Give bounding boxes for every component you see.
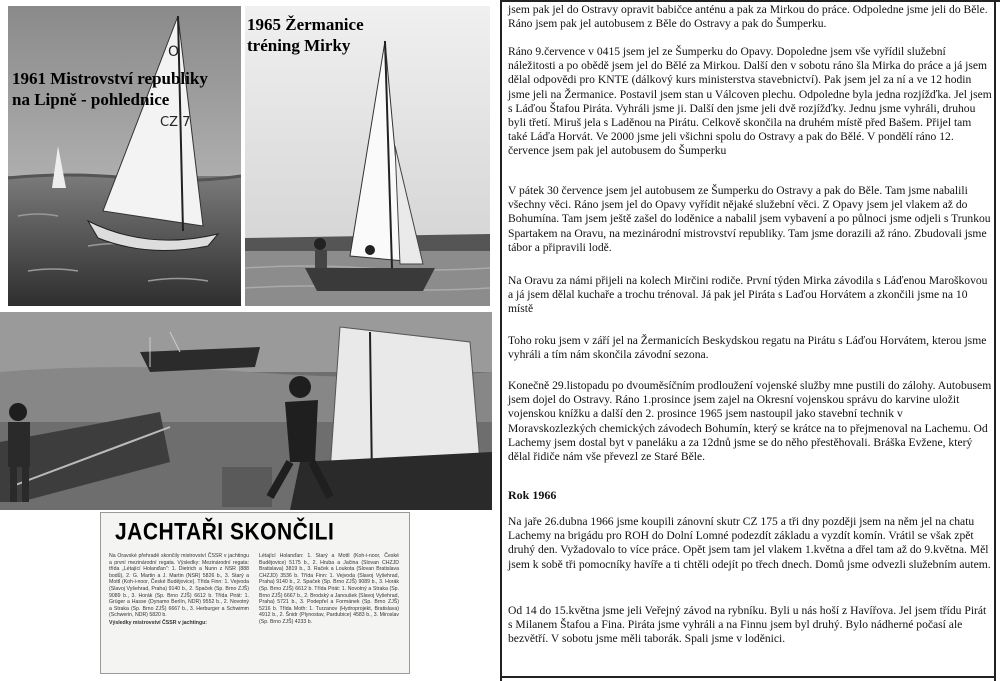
sail-symbol: O — [168, 44, 180, 60]
paragraph-2: Ráno 9.července v 0415 jsem jel ze Šumperku do Opavy. Dopoledne jsem vše vyřídil služební náležitosti a po obědě jsem jel do Bělé za Mirkou. Další den v sobotu ráno šla Mirka do práce a já jsem dělal odpovědi pro KNTE (dálkový kurs ministerstva stavebnictví). Pak jsem jel za ní a ve 12 hodin jsme jeli na Žermanice. Postavil jsem stan u Válcoven plechu. Odpoledne byla jedna rozjížďka. Jel jsem s Láďou Štafou Piráta. Vyhráli jsme ji. Další den jsme jeli dvě rozjížďky. Jednu jsme vyhráli, druhou byli třetí. Miruš jela s Laděnou na Pirátu. Celkově skončila na druhém místě před Bašem. Přijel tam také Láďa Horvát. Ve 2000 jsme jeli všichni spolu do Ostravy a pak do Bělé. V pondělí ráno 12. července jsem pak jel autobusem do Šumperku — [508, 45, 992, 158]
caption-line: 1961 Mistrovství republiky — [12, 69, 208, 88]
paragraph-1: jsem pak jel do Ostravy opravit babičce anténu a pak za Mirkou do práce. Odpoledne jsme jeli do Běle. Ráno jsem pak jel autobusem z Běle do Ostravy a pak do Šumperku. — [508, 3, 988, 31]
clipping-column-1-footer: Výsledky mistrovství ČSSR v jachtingu: — [109, 619, 208, 626]
photo-lipno-image — [8, 6, 241, 306]
paragraph-3: V pátek 30 července jsem jel autobusem ze Šumperku do Ostravy a pak do Běle. Tam jsme nabalili všechny věci. Ráno jsem jel do Opavy vyřídit nějaké služební věci. Z Opavy jsem jel vlakem až do Bohumína. Tam jsem ještě zašel do loděnice a nabalil jsem vybavení a po půlnoci jsme odjeli s Trunkou Spartakem na Oravu, na mezinárodní mistrovství republiky. Tam jsme dorazili až ráno. Zbudovali jsme tábor a připravili lodě. — [508, 184, 991, 254]
paragraph-7: Na jaře 26.dubna 1966 jsme koupili zánovní skutr CZ 175 a tři dny později jsem na něm jel na chatu Lachemy na brigádu pro ROH do Dolní Lomné podezdít základu a vyzdít komín. Vrátil se však zpět druhý den. Vyžadovalo to více práce. Opět jsem tam jel vlakem 1.května a dřel tam až do 9.května. Měl jsem k sobě tři pomocníky havíře a ti chtěli odejít po třech dnech. Domů jsme odvezli služebním autem. — [508, 515, 991, 571]
newspaper-clipping — [100, 512, 410, 674]
caption-line: na Lipně - pohlednice — [12, 90, 170, 109]
frame-border — [500, 676, 996, 678]
photo-lipno-caption — [12, 68, 208, 110]
paragraph-5: Toho roku jsem v září jel na Žermanicích Beskydskou regatu na Pirátu s Láďou Horvátem, kterou jsme vyhráli a tím nám skončila závodní sezona. — [508, 334, 987, 362]
paragraph-4: Na Oravu za námi přijeli na kolech Mirčini rodiče. První týden Mirka závodila s Láďenou Maroškovou a já jsem dělal kuchaře a trochu trénoval. Já pak jel Piráta s Laďou Horvátem a zkončili jsme na 10 místě — [508, 274, 988, 316]
caption-line: tréning Mirky — [247, 36, 351, 55]
photo-zermanice-caption — [247, 14, 364, 56]
photo-lipno-1961 — [8, 6, 241, 306]
paragraph-6: Konečně 29.listopadu po dvouměsíčním prodloužení vojenské služby mne pustili do zálohy. Autobusem jsem dojel do Ostravy. Ráno 1.prosince jsem zajel na Okresní vojenskou správu do karvine uložit vojenskou knížku a další den 2. prosince 1965 jsem nastoupil jako stavební technik v Moravskozlezkých chemických závodech Bohumín, který se krátce na to přejmenoval na Lachemu. Od Lachemy jsem dostal byt v paneláku a za 12dnů jsme se do něho přestěhovali. Bráška Evžene, který dělal řidiče nám vše převezl ze Staré Běle. — [508, 379, 992, 464]
paragraph-8: Od 14 do 15.května jsme jeli Veřejný závod na rybníku. Byli u nás hoší z Havířova. Jel jsem třídu Pirát s Milanem Štafou a Fina. Piráta jsme vyhráli a na Finnu jsem byl druhý. Bylo nádherné počasí ale bezvětří. V sobotu jsme měli taborák. Spali jsme v loděnici. — [508, 604, 987, 646]
frame-border — [500, 0, 502, 681]
clipping-column-1 — [109, 553, 249, 627]
section-heading-1966: Rok 1966 — [508, 488, 557, 502]
caption-line: 1965 Žermanice — [247, 15, 364, 34]
memoir-text-panel — [500, 0, 1000, 681]
clipping-column-2: Létající Holanďan: 1. Starý a Mottl (Koh-i-noor, České Budějovice) 5175 b., 2. Hruba a Jačina (Slovan CHZJD Bratislava) 3819 b., 3. Raček a Loukota (Slovan Bratislava CHZJD) 3536 b. Třída Finn: 1. Vejvoda (Slavoj Vyšehrad, Praha) 9140 b., 2. Spaček (Sp. Brno ZJŠ) 9089 b., 3. Horák (Sp. Brno ZJŠ) 6612 b. Třída Pirát: 1. Novotný a Straka (Sp. Brno ZJŠ) 6667 b., 2. Brodský a Janoušek (Slavoj Vyšehrad, Praha) 5721 b., 3. Podepřel a Formánek (Sp. Brno ZJŠ) 5216 b. Třída Moth: 1. Turzanov (Hydroprojekt, Bratislava) 4912 b., 2. Šnidr (Plynostav, Pardubice) 4583 b., 3. Miroslav (Sp. Brno ZJŠ) 4233 b. — [259, 553, 399, 625]
clipping-column-1-text: Na Oravské přehradě skončily mistrovství ČSSR v jachtingu a první mezinárodní regata. Výsledky: Mezinárodní regata: třída „Létající Holanďan": 1. Dietrich a Nunn z NSR (888 bodů), 2. G. Martin a J. Martin (NSR) 5826 b., 3. Starý a Mottl (Koh-i-noor, České Budějovice). Třída Finn: 1. Vejvoda (Slavoj Vyšehrad, Praha) 9140 b., 2. Spaček (Sp. Brno ZJŠ) 9089 b., 3. Horák (Sp. Brno ZJŠ) 6612 b. Třída Pirát: 1. Grüger a Hasse (Dynamo Berlín, NDR) 9552 b., 2. Novotný a Straka (Sp. Brno ZJŠ) 6667 b., 3. Herburger a Schwimm (Schwerin, NDR) 5820 b. — [109, 553, 249, 619]
frame-border — [500, 0, 1000, 2]
clipping-headline: JACHTAŘI SKONČILI — [115, 519, 335, 546]
photo-shore-image — [0, 312, 492, 510]
sail-number: CZ 7 — [160, 115, 191, 130]
photo-zermanice-1965 — [245, 6, 490, 306]
frame-border — [994, 0, 996, 681]
photo-shore-boats — [0, 312, 492, 510]
